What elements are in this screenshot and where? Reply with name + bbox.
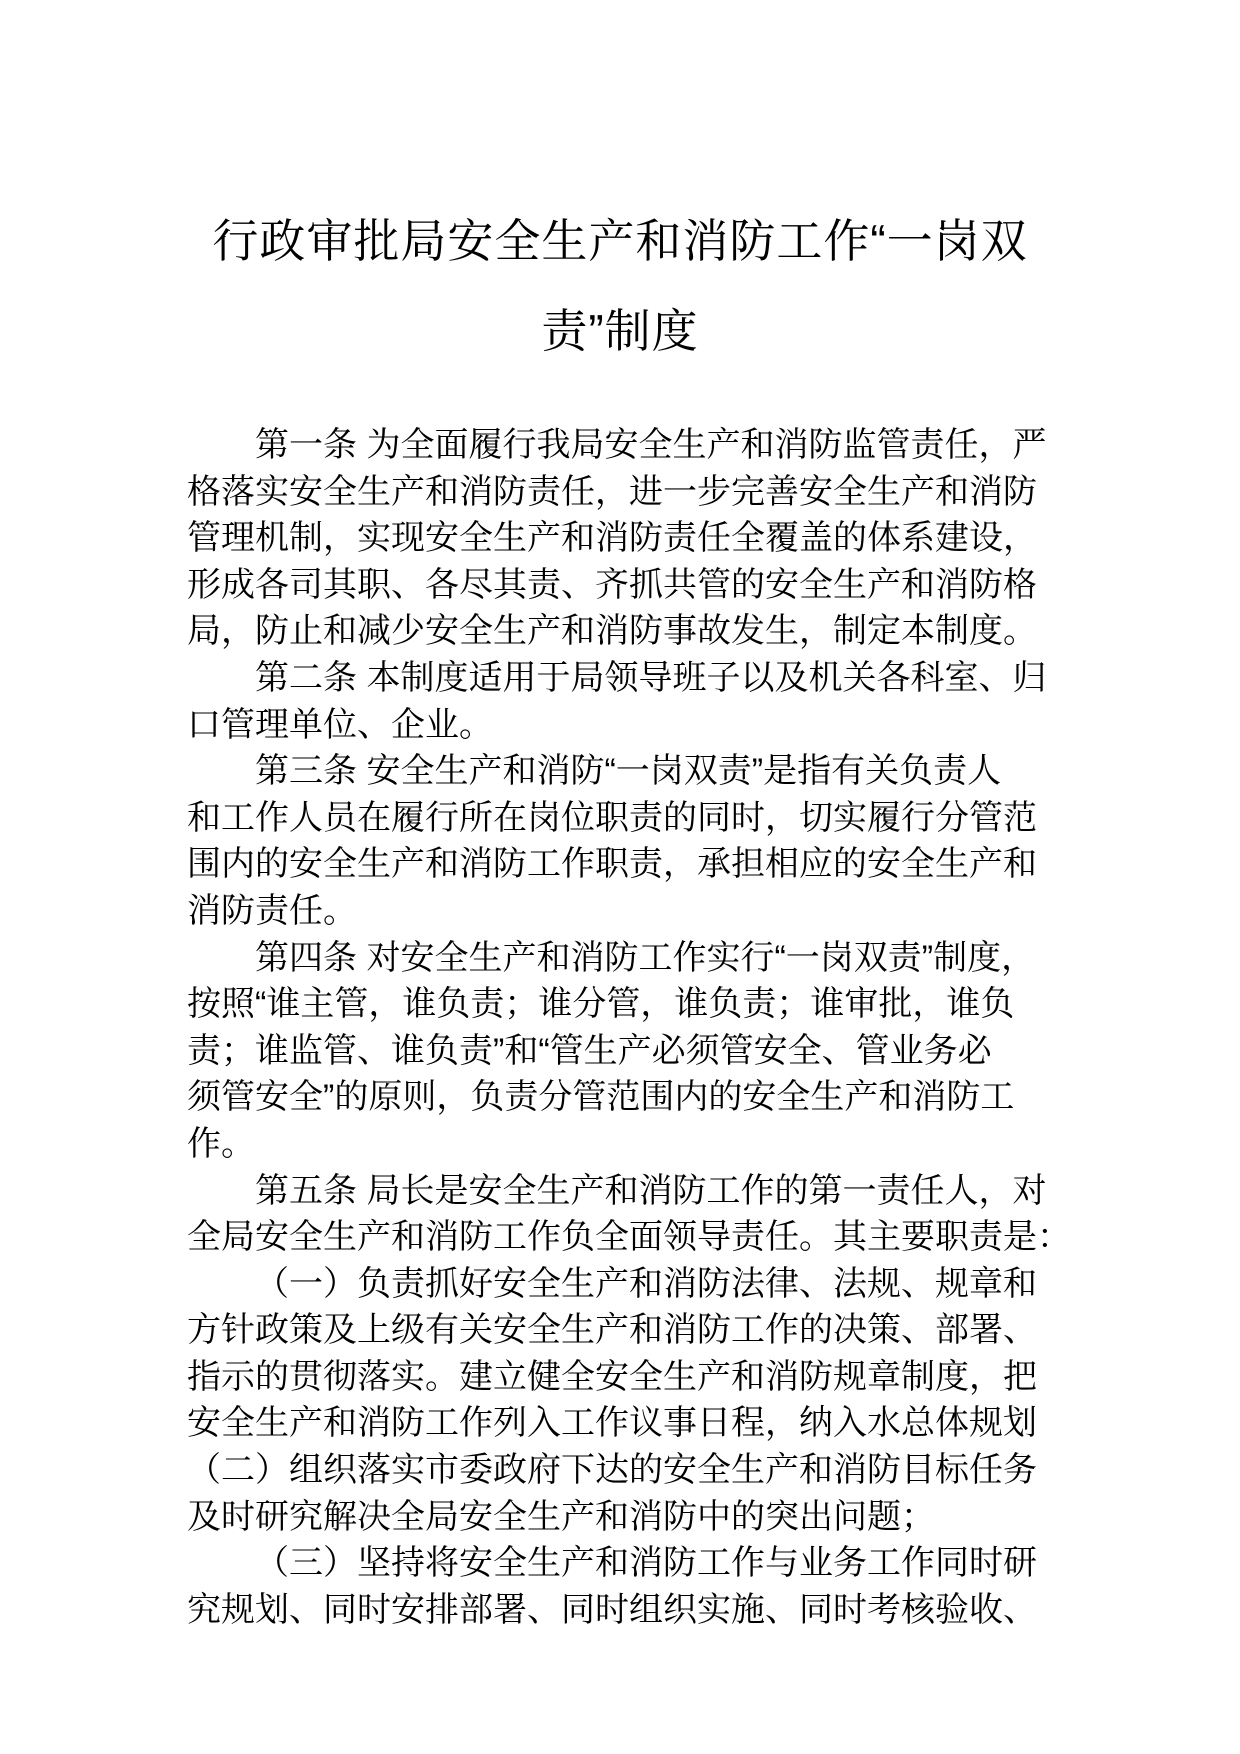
text-line: 第三条 安全生产和消防“一岗双责”是指有关负责人 — [255, 752, 1002, 791]
paragraph — [187, 422, 1072, 655]
paragraph — [187, 748, 1072, 934]
text-line: 安全生产和消防工作列入工作议事日程，纳入水总体规划 — [187, 1404, 1037, 1443]
text-line: 第二条 本制度适用于局领导班子以及机关各科室、归 — [255, 658, 1047, 697]
text-line: （二）组织落实市委政府下达的安全生产和消防目标任务 — [187, 1451, 1037, 1490]
text-line: 第四条 对安全生产和消防工作实行“一岗双责”制度， — [255, 938, 1036, 977]
text-line: 指示的贯彻落实。建立健全安全生产和消防规章制度，把 — [187, 1357, 1037, 1396]
text-line: 和工作人员在履行所在岗位职责的同时，切实履行分管范 — [187, 798, 1037, 837]
paragraph — [187, 1447, 1072, 1540]
text-line: 形成各司其职、各尽其责、齐抓共管的安全生产和消防格 — [187, 565, 1037, 604]
text-line: 第一条 为全面履行我局安全生产和消防监管责任，严 — [255, 426, 1047, 464]
document-title — [0, 196, 1240, 376]
text-line: 格落实安全生产和消防责任，进一步完善安全生产和消防 — [187, 472, 1037, 511]
text-line: （一）负责抓好安全生产和消防法律、法规、规章和 — [255, 1264, 1037, 1303]
text-line: 究规划、同时安排部署、同时组织实施、同时考核验收、 — [187, 1590, 1037, 1629]
text-line: 第五条 局长是安全生产和消防工作的第一责任人，对 — [255, 1171, 1047, 1210]
text-line: 作。 — [187, 1124, 255, 1163]
text-line: 按照“谁主管，谁负责；谁分管，谁负责；谁审批，谁负 — [187, 985, 1015, 1024]
text-line: （三）坚持将安全生产和消防工作与业务工作同时研 — [255, 1544, 1037, 1583]
text-line: 及时研究解决全局安全生产和消防中的突出问题； — [187, 1497, 935, 1536]
text-line: 责；谁监管、谁负责”和“管生产必须管安全、管业务必 — [187, 1031, 992, 1070]
document-title-line-1: 行政审批局安全生产和消防工作“一岗双 — [212, 215, 1028, 267]
text-line: 管理机制，实现安全生产和消防责任全覆盖的体系建设， — [187, 519, 1037, 558]
paragraph — [187, 655, 1072, 748]
document-body — [187, 422, 1072, 1633]
document-title-line-2: 责”制度 — [541, 305, 699, 357]
text-line: 局，防止和减少安全生产和消防事故发生，制定本制度。 — [187, 612, 1037, 651]
paragraph — [187, 1540, 1072, 1633]
paragraph — [187, 1261, 1072, 1447]
text-line: 全局安全生产和消防工作负全面领导责任。其主要职责是： — [187, 1218, 1071, 1257]
text-line: 须管安全”的原则，负责分管范围内的安全生产和消防工 — [187, 1078, 1015, 1117]
text-line: 消防责任。 — [187, 891, 357, 930]
text-line: 方针政策及上级有关安全生产和消防工作的决策、部署、 — [187, 1311, 1037, 1350]
paragraph — [187, 935, 1072, 1168]
paragraph — [187, 1168, 1072, 1261]
text-line: 口管理单位、企业。 — [187, 705, 493, 744]
text-line: 围内的安全生产和消防工作职责，承担相应的安全生产和 — [187, 845, 1037, 884]
